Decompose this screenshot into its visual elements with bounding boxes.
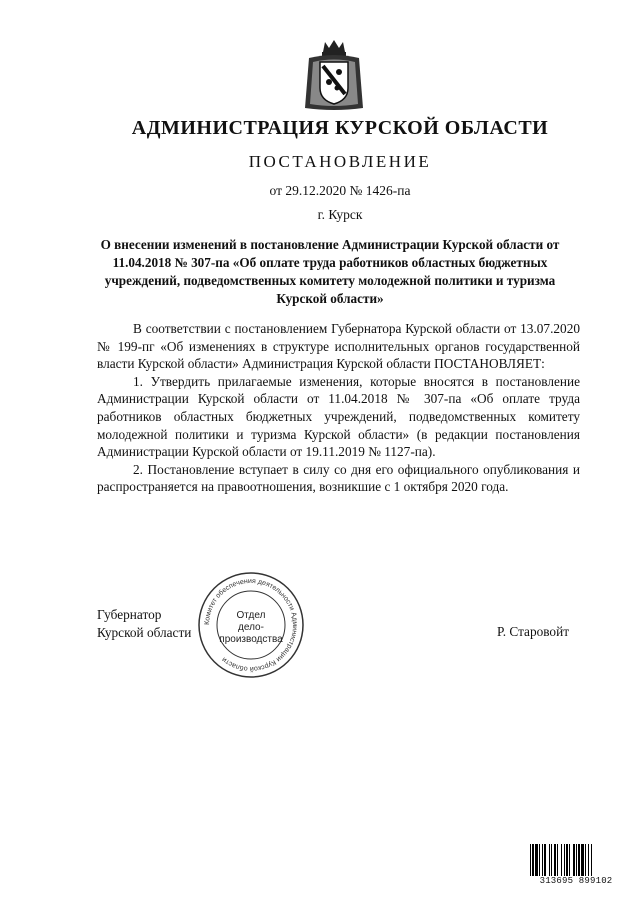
document-subject: О внесении изменений в постановление Администрации Курской области от 11.04.2018 № 307-па «Об оплате труда работников областных бюджетных учреждений, подведомственных комитету молодежной политики и туризма Курской области» bbox=[100, 237, 560, 306]
document-type: ПОСТАНОВЛЕНИЕ bbox=[248, 152, 432, 171]
document-city: г. Курск bbox=[317, 207, 363, 222]
organization-title: АДМИНИСТРАЦИЯ КУРСКОЙ ОБЛАСТИ bbox=[131, 117, 549, 139]
paragraph-item-2: 2. Постановление вступает в силу со дня его официального опубликования и распространяется на правоотношения, возникшие с 1 октября 2020 года. bbox=[97, 461, 580, 495]
paragraph-item-1: 1. Утвердить прилагаемые изменения, которые вносятся в постановление Администрации Курской области от 11.04.2018 № 307-па «Об оплате труда работников областных бюджетных учреждений, подведомственных комитету молодежной политики и туризма Курской области» (в редакции постановления Администрации Курской области от 19.11.2019 № 1127-па). bbox=[97, 373, 580, 460]
barcode-icon bbox=[530, 844, 622, 876]
signatory-position-line2: Курской области bbox=[97, 624, 192, 640]
document-number: от 29.12.2020 № 1426-па bbox=[269, 183, 411, 198]
stamp-line3: производства bbox=[219, 634, 283, 645]
paragraph-preamble: В соответствии с постановлением Губернатора Курской области от 13.07.2020 № 199-пг «Об изменениях в структуре исполнительных органов государственной власти Курской области» Администрация Курской области ПОСТАНОВЛЯЕТ: bbox=[97, 321, 580, 372]
office-stamp bbox=[196, 570, 306, 680]
signatory-position-line1: Губернатор bbox=[97, 607, 162, 622]
signatory-position bbox=[97, 606, 191, 641]
barcode-number: 313695 899102 bbox=[539, 876, 613, 886]
document-body bbox=[97, 320, 580, 496]
stamp-line2: дело- bbox=[238, 622, 264, 633]
coat-of-arms-icon bbox=[303, 38, 365, 112]
stamp-line1: Отдел bbox=[236, 610, 266, 621]
barcode bbox=[530, 844, 622, 886]
signatory-name: Р. Старовойт bbox=[497, 624, 570, 639]
stamp-ring-text: Комитет обеспечения деятельности Администрации Курской области bbox=[203, 577, 299, 673]
